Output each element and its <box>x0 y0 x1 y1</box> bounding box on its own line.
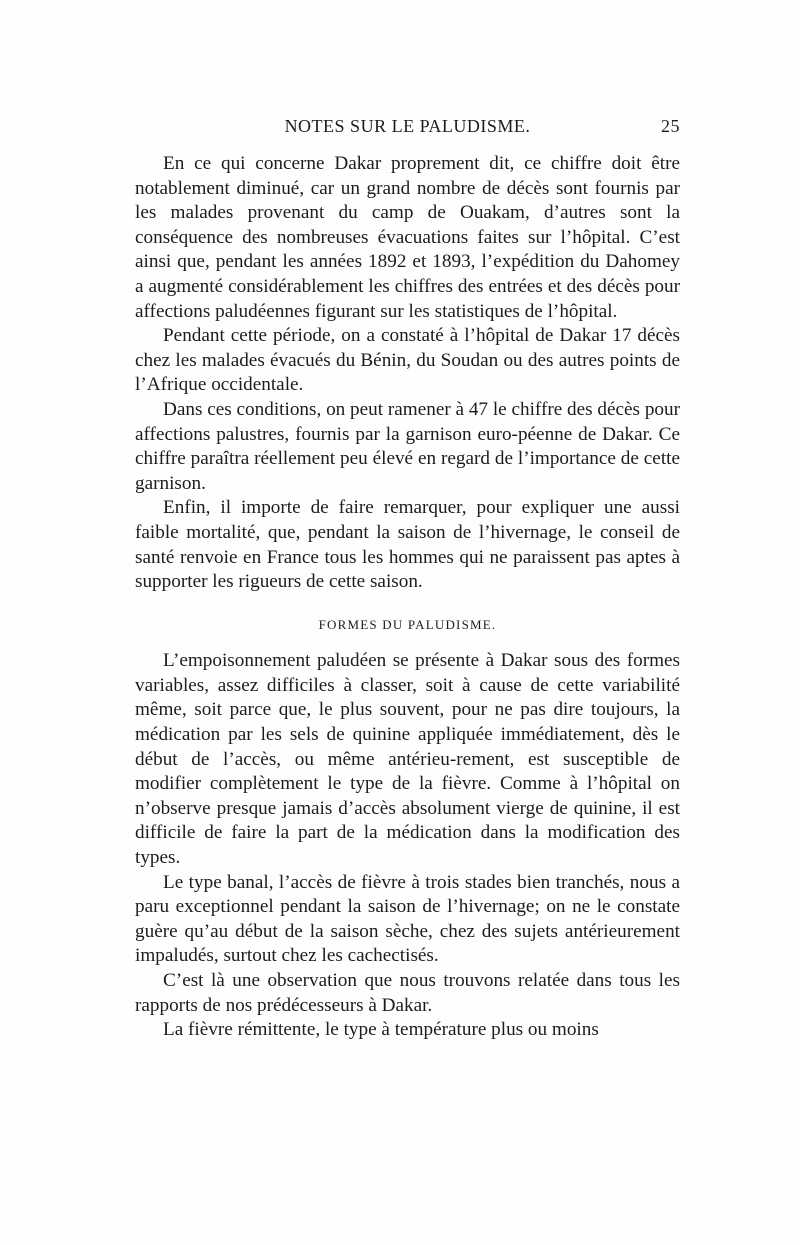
page-number: 25 <box>661 116 680 136</box>
running-title: NOTES SUR LE PALUDISME. <box>284 116 531 136</box>
paragraph: L’empoisonnement paludéen se présente à Dakar sous des formes variables, assez difficiles à classer, soit à cause de cette variabilité même, soit parce que, le plus souvent, pour ne pas dire toujours, la médication par les sels de quinine appliquée immédiatement, dès le début de l’accès, ou même antérieu-rement, est susceptible de modifier complètement le type de la fièvre. Comme à l’hôpital on n’observe presque jamais d’accès absolument vierge de quinine, il est difficile de faire la part de la médication dans la modification des types. <box>135 650 680 869</box>
section-heading: FORMES DU PALUDISME. <box>318 616 497 632</box>
paragraph: En ce qui concerne Dakar proprement dit, ce chiffre doit être notablement diminué, car un grand nombre de décès sont fournis par les malades provenant du camp de Ouakam, d’autres sont la conséquence des nombreuses évacuations faites sur l’hôpital. C’est ainsi que, pendant les années 1892 et 1893, l’expédition du Dahomey a augmenté considérablement les chiffres des entrées et des décès pour affections paludéennes figurant sur les statistiques de l’hôpital. <box>135 153 680 322</box>
paragraph: Enfin, il importe de faire remarquer, pour expliquer une aussi faible mortalité, que, pendant la saison de l’hivernage, le conseil de santé renvoie en France tous les hommes qui ne paraissent pas aptes à supporter les rigueurs de cette saison. <box>135 497 680 593</box>
page-header <box>135 116 680 146</box>
paragraph: La fièvre rémittente, le type à température plus ou moins <box>163 1019 599 1041</box>
paragraph: C’est là une observation que nous trouvons relatée dans tous les rapports de nos prédécesseurs à Dakar. <box>135 970 680 1016</box>
paragraph: Dans ces conditions, on peut ramener à 47 le chiffre des décès pour affections palustres, fournis par la garnison euro-péenne de Dakar. Ce chiffre paraîtra réellement peu élevé en regard de l’importance de cette garnison. <box>135 398 680 494</box>
paragraph: Le type banal, l’accès de fièvre à trois stades bien tranchés, nous a paru exceptionnel pendant la saison de l’hivernage; on ne le constate guère qu’au début de la saison sèche, chez des sujets antérieurement impaludés, surtout chez les cachectisés. <box>135 871 680 967</box>
body-text <box>135 152 680 1043</box>
paragraph: Pendant cette période, on a constaté à l’hôpital de Dakar 17 décès chez les malades évacués du Bénin, du Soudan ou des autres points de l’Afrique occidentale. <box>135 325 680 396</box>
